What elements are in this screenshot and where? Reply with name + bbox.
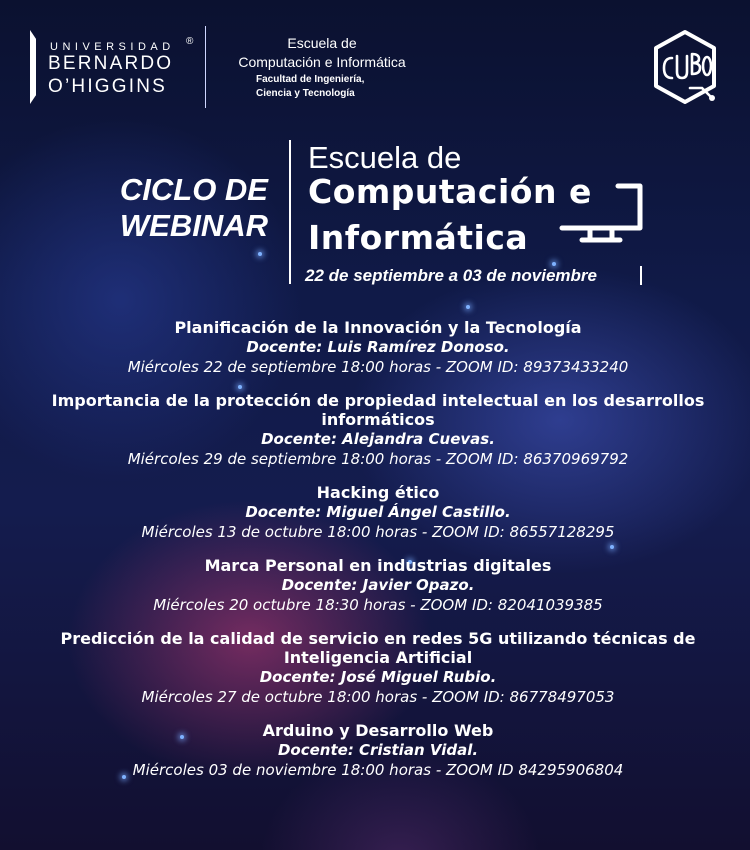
session-item [20, 318, 736, 377]
session-item [20, 483, 736, 542]
session-title: Predicción de la calidad de servicio en redes 5G utilizando técnicas de Inteligencia Artificial [60, 629, 696, 667]
university-logo-line2: BERNARDO [48, 53, 174, 74]
session-title: Hacking ético [316, 483, 440, 502]
hero-computacion: Computación e [308, 172, 592, 211]
session-schedule: Miércoles 20 octubre 18:30 horas - ZOOM ID: 82041039385 [153, 596, 603, 614]
glow-dot [258, 252, 262, 256]
glow-dot [466, 305, 470, 309]
webinar-cycle-line2: WEBINAR [119, 208, 268, 243]
university-logo-line1: UNIVERSIDAD [50, 41, 175, 53]
faculty-name-line2: Ciencia y Tecnología [256, 88, 355, 99]
session-teacher: Docente: José Miguel Rubio. [259, 668, 497, 686]
hero-escuela: Escuela de [308, 140, 462, 175]
hero-divider [289, 140, 291, 284]
session-item [20, 721, 736, 780]
session-item [20, 629, 736, 707]
university-logo-line3: O’HIGGINS [48, 76, 168, 97]
registered-mark: ® [186, 36, 194, 47]
session-schedule: Miércoles 22 de septiembre 18:00 horas - ZOOM ID: 89373433240 [127, 358, 629, 376]
webinar-cycle-title [100, 172, 268, 244]
session-teacher: Docente: Alejandra Cuevas. [261, 430, 495, 448]
session-schedule: Miércoles 13 de octubre 18:00 horas - ZOOM ID: 86557128295 [141, 523, 615, 541]
webinar-cycle-line1: CICLO DE [119, 172, 268, 207]
cubo-logo-icon [650, 28, 720, 108]
school-name-line2: Computación e Informática [238, 54, 406, 70]
monitor-icon [556, 182, 646, 248]
header-divider [205, 26, 206, 108]
session-title: Planificación de la Innovación y la Tecnología [174, 318, 582, 337]
event-dates: 22 de septiembre a 03 de noviembre [305, 266, 597, 285]
session-item [20, 556, 736, 615]
session-schedule: Miércoles 29 de septiembre 18:00 horas - ZOOM ID: 86370969792 [127, 450, 629, 468]
session-teacher: Docente: Cristian Vidal. [277, 741, 479, 759]
session-schedule: Miércoles 27 de octubre 18:00 horas - ZOOM ID: 86778497053 [141, 688, 615, 706]
session-list [20, 318, 736, 794]
session-item [20, 391, 736, 469]
faculty-name-line1: Facultad de Ingeniería, [256, 74, 365, 85]
school-name [222, 34, 422, 72]
hero-informatica: Informática [308, 218, 529, 257]
session-title: Importancia de la protección de propiedad intelectual en los desarrollos informáticos [51, 391, 705, 429]
session-title: Arduino y Desarrollo Web [262, 721, 494, 740]
event-dates-bar [640, 266, 642, 285]
session-teacher: Docente: Javier Opazo. [281, 576, 475, 594]
university-logo-mark [30, 30, 36, 104]
session-teacher: Docente: Luis Ramírez Donoso. [246, 338, 510, 356]
session-teacher: Docente: Miguel Ángel Castillo. [245, 503, 511, 521]
faculty-name [256, 73, 364, 101]
school-name-line1: Escuela de [287, 35, 357, 51]
session-title: Marca Personal en industrias digitales [204, 556, 552, 575]
session-schedule: Miércoles 03 de noviembre 18:00 horas - ZOOM ID 84295906804 [132, 761, 624, 779]
